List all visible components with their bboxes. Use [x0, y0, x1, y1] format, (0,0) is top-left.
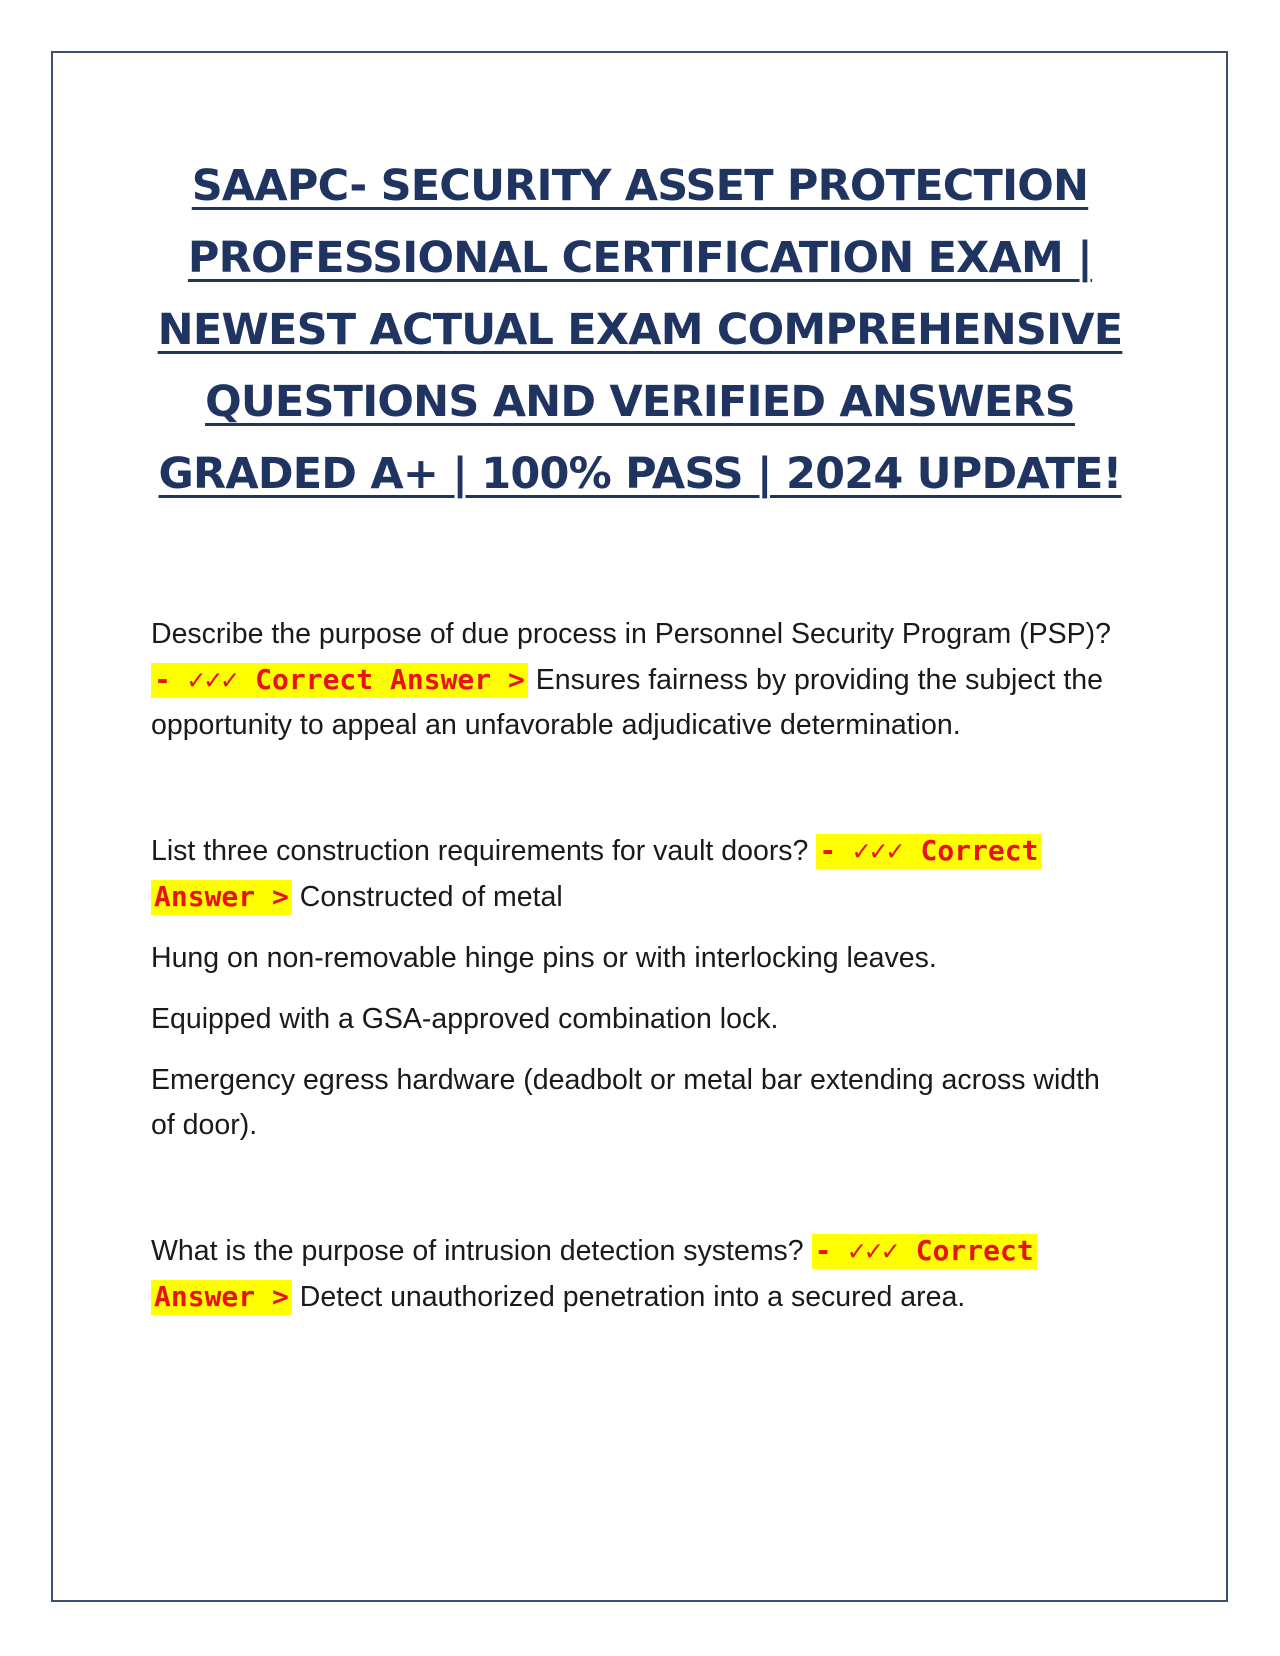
qa-paragraph	[151, 612, 1111, 748]
correct-answer-marker-cont: Answer >	[151, 880, 292, 915]
question-text: Describe the purpose of due process in Personnel Security Program (PSP)?	[151, 618, 1111, 650]
document-title	[120, 150, 1160, 510]
answer-text: Constructed of metal	[299, 881, 563, 913]
correct-answer-marker-cont: Answer >	[151, 1280, 292, 1315]
title-line-1: SAAPC- SECURITY ASSET PROTECTION	[191, 161, 1089, 211]
answer-text: Ensures fairness by providing the subject the opportunity to appeal an unfavorable adjudicative determination.	[151, 664, 1103, 741]
qa-item-1	[151, 612, 1111, 748]
answer-text: Detect unauthorized penetration into a secured area.	[299, 1281, 966, 1313]
correct-answer-marker: - ✓✓✓ Correct	[816, 834, 1041, 869]
title-line-2: PROFESSIONAL CERTIFICATION EXAM |	[187, 233, 1093, 283]
question-text: List three construction requirements for vault doors?	[151, 835, 809, 867]
answer-line: Equipped with a GSA-approved combination lock.	[151, 1003, 779, 1035]
title-line-3: NEWEST ACTUAL EXAM COMPREHENSIVE	[157, 305, 1123, 355]
qa-paragraph	[151, 828, 1111, 920]
document-body	[151, 612, 1111, 1320]
qa-paragraph	[151, 1228, 1111, 1320]
title-line-5: GRADED A+ | 100% PASS | 2024 UPDATE!	[158, 449, 1122, 499]
answer-line: Emergency egress hardware (deadbolt or metal bar extending across width of door).	[151, 1064, 1100, 1141]
question-text: What is the purpose of intrusion detection systems?	[151, 1235, 804, 1267]
correct-answer-marker: - ✓✓✓ Correct Answer >	[151, 663, 528, 698]
title-line-4: QUESTIONS AND VERIFIED ANSWERS	[205, 377, 1075, 427]
qa-item-2	[151, 828, 1111, 1148]
qa-item-3	[151, 1228, 1111, 1320]
correct-answer-marker: - ✓✓✓ Correct	[812, 1234, 1037, 1269]
answer-line: Hung on non-removable hinge pins or with interlocking leaves.	[151, 942, 937, 974]
